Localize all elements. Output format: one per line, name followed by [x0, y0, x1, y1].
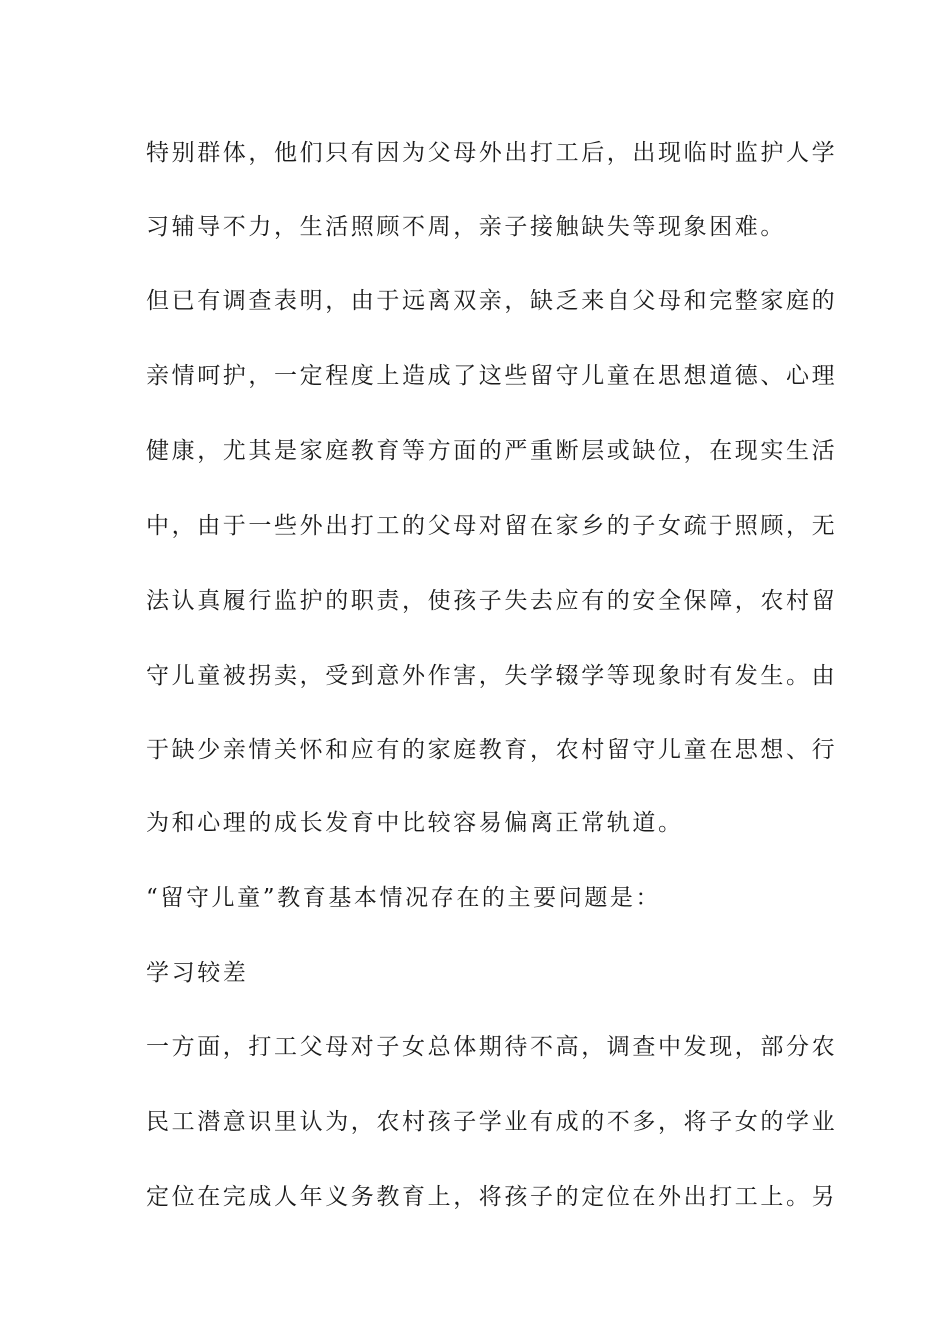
text-line: 守儿童被拐卖，受到意外作害，失学辍学等现象时有发生。由 — [146, 663, 838, 689]
section-heading: 学习较差 — [146, 960, 249, 986]
text-line: 亲情呵护，一定程度上造成了这些留守儿童在思想道德、心理 — [146, 363, 838, 389]
text-line: 一方面，打工父母对子女总体期待不高，调查中发现，部分农 — [146, 1034, 838, 1060]
text-line: 民工潜意识里认为，农村孩子学业有成的不多，将子女的学业 — [146, 1109, 838, 1135]
text-line: 定位在完成人年义务教育上，将孩子的定位在外出打工上。另 — [146, 1184, 838, 1210]
text-line: 法认真履行监护的职责，使孩子失去应有的安全保障，农村留 — [146, 588, 838, 614]
text-line: 特别群体，他们只有因为父母外出打工后，出现临时监护人学 — [146, 140, 838, 166]
text-line: 中，由于一些外出打工的父母对留在家乡的子女疏于照顾，无 — [146, 513, 838, 539]
text-line: 为和心理的成长发育中比较容易偏离正常轨道。 — [146, 810, 684, 836]
section-intro: “留守儿童”教育基本情况存在的主要问题是： — [146, 885, 662, 911]
text-line: 但已有调查表明，由于远离双亲，缺乏来自父母和完整家庭的 — [146, 288, 838, 314]
text-line: 于缺少亲情关怀和应有的家庭教育，农村留守儿童在思想、行 — [146, 737, 838, 763]
text-line: 习辅导不力，生活照顾不周，亲子接触缺失等现象困难。 — [146, 214, 786, 240]
text-line: 健康，尤其是家庭教育等方面的严重断层或缺位，在现实生活 — [146, 438, 838, 464]
